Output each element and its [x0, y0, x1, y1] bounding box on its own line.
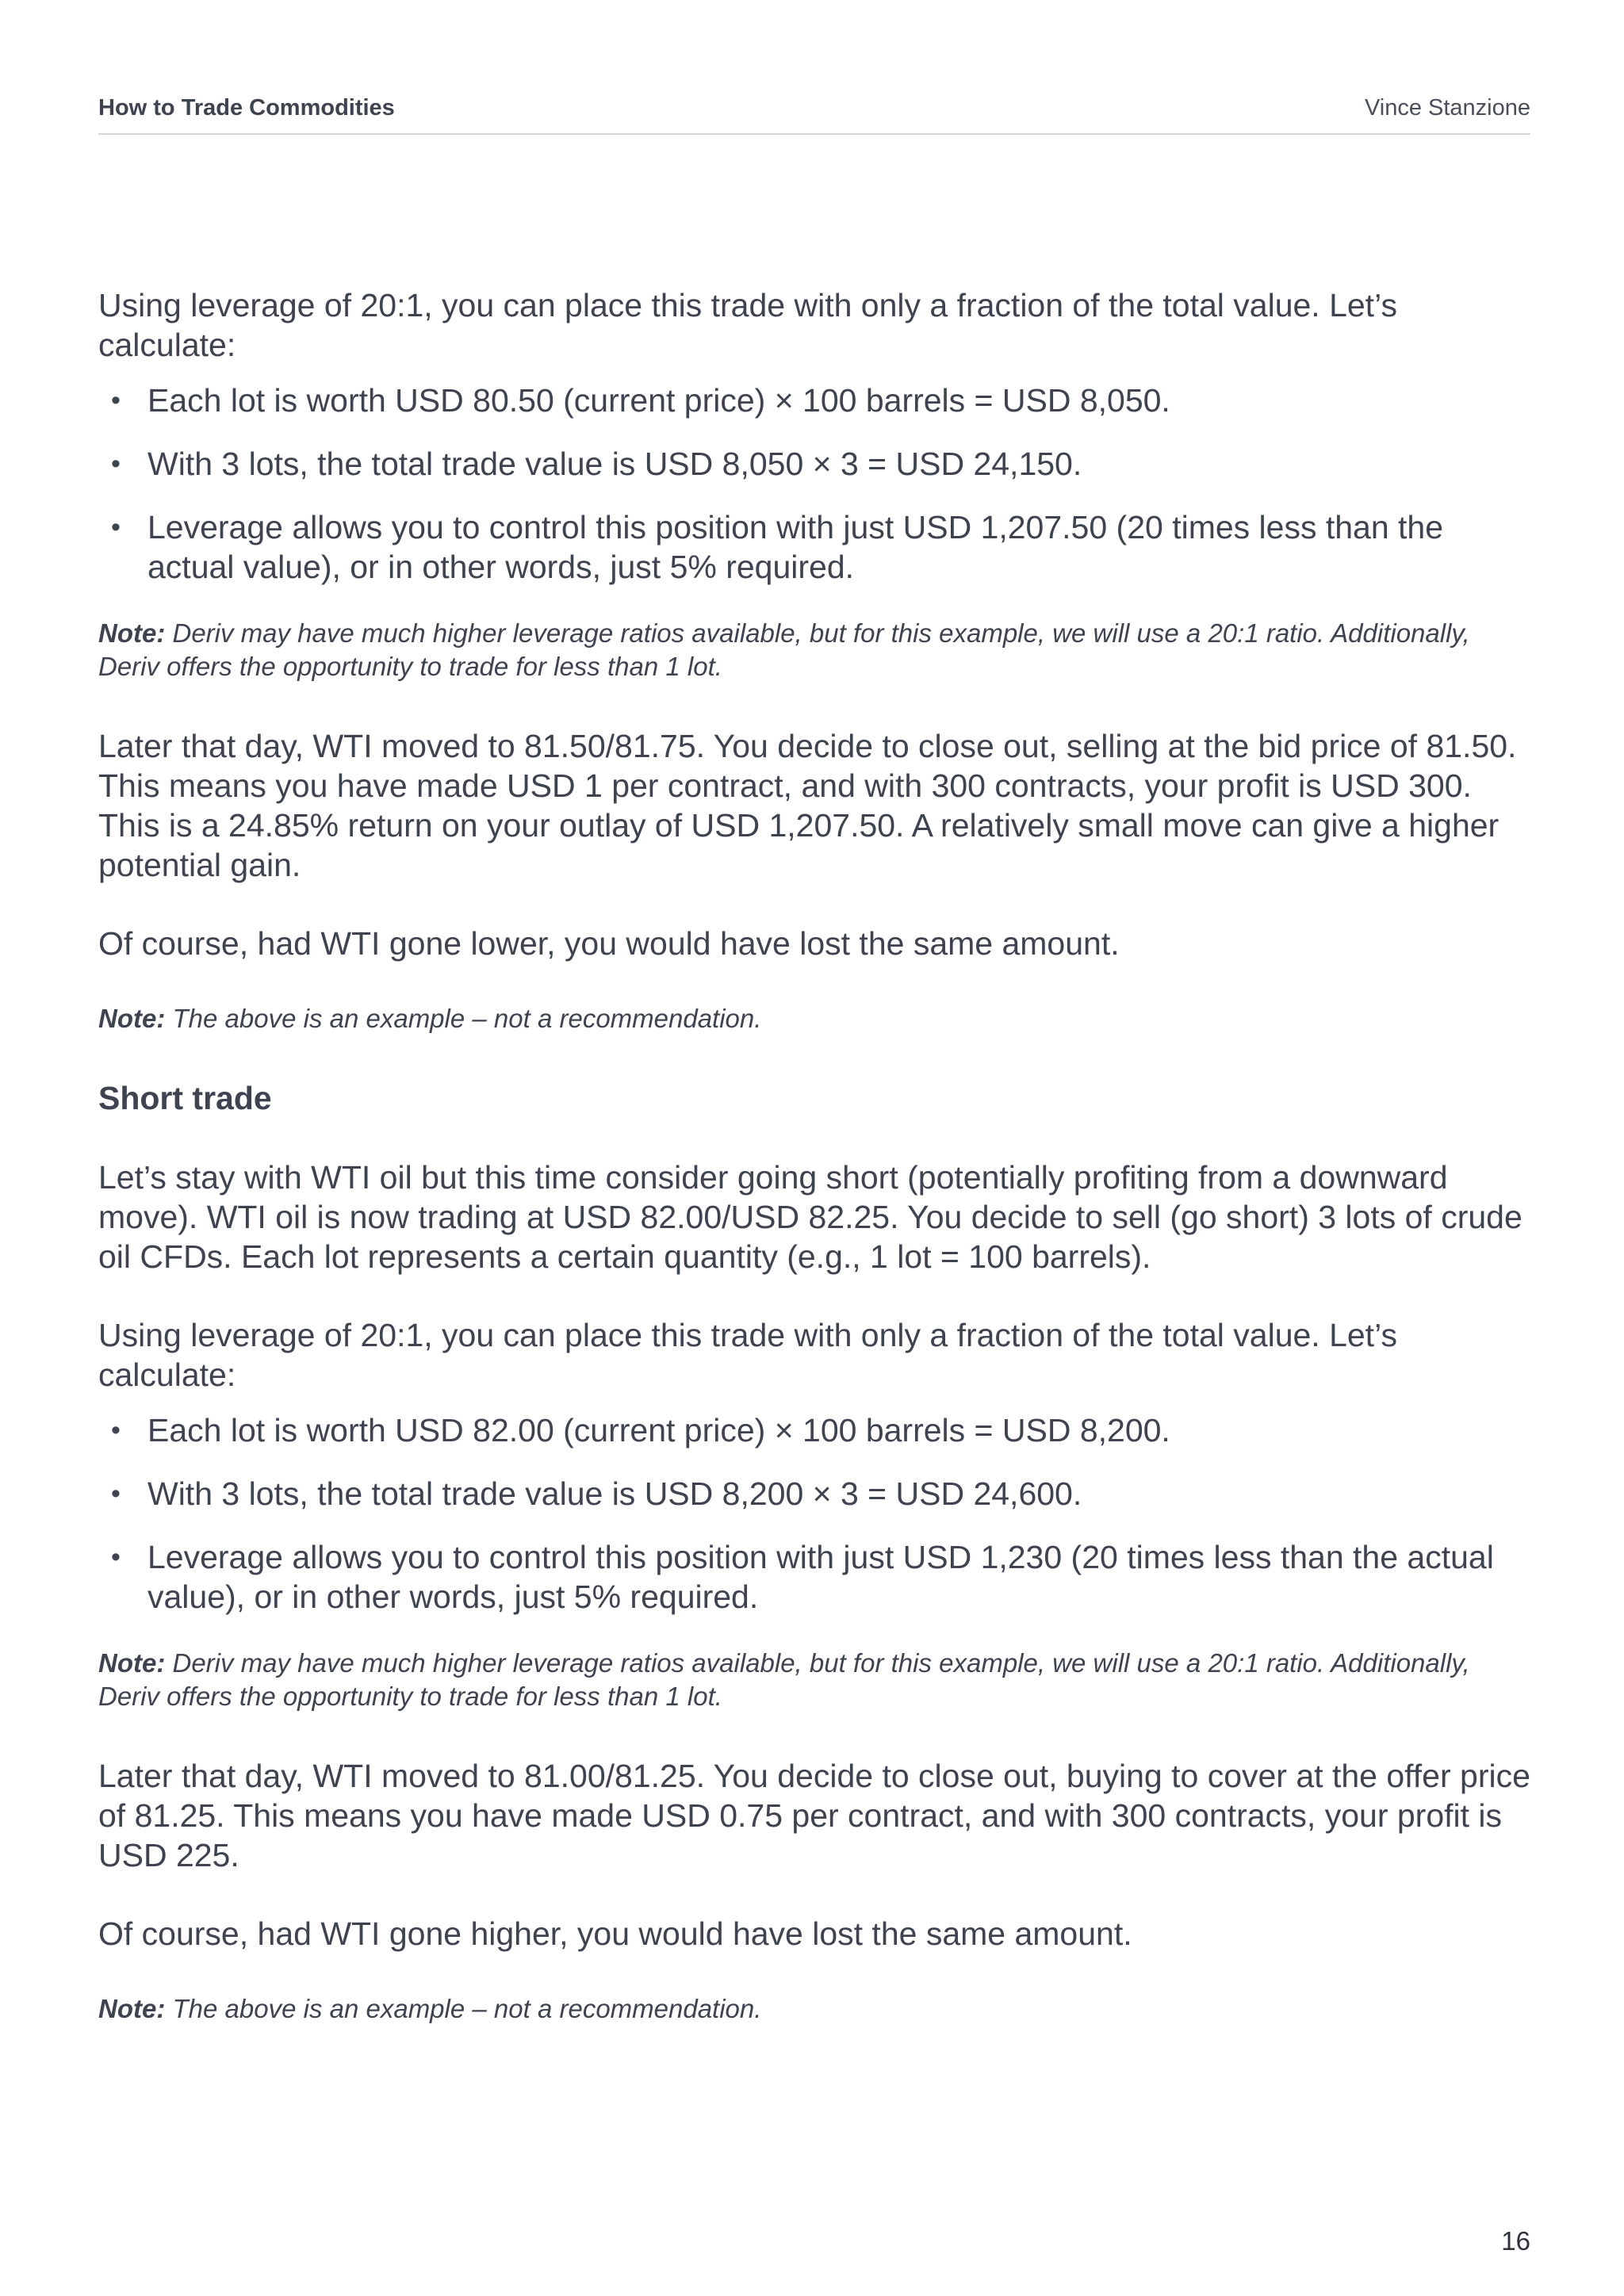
list-item-text: With 3 lots, the total trade value is USD 8,050 × 3 = USD 24,150. [147, 446, 1082, 482]
page-content [98, 285, 1530, 2068]
list-item [98, 381, 1530, 420]
list-item-text: Each lot is worth USD 80.50 (current price) × 100 barrels = USD 8,050. [147, 382, 1170, 419]
short-trade-heading: Short trade [98, 1080, 272, 1116]
page-number: 16 [1501, 2226, 1530, 2256]
short-trade-intro: Let’s stay with WTI oil but this time consider going short (potentially profiting from a downward move). WTI oil is now trading at USD 82.00/USD 82.25. You decide to sell (go short) 3 lots of crude oil CFDs. Each lot represents a certain quantity (e.g., 1 lot = 100 barrels). [98, 1159, 1522, 1275]
short-caveat-paragraph: Of course, had WTI gone higher, you would have lost the same amount. [98, 1915, 1132, 1952]
list-item [98, 1537, 1530, 1617]
long-leverage-note [98, 617, 1530, 683]
short-calculation-list [98, 1410, 1530, 1617]
list-item [98, 1410, 1530, 1450]
long-calculation-list [98, 381, 1530, 587]
list-item-text: With 3 lots, the total trade value is USD 8,200 × 3 = USD 24,600. [147, 1475, 1082, 1512]
bullet-icon: • [111, 1542, 121, 1572]
short-result-paragraph: Later that day, WTI moved to 81.00/81.25. You decide to close out, buying to cover at the offer price of 81.25. This means you have made USD 0.75 per contract, and with 300 contracts, your profit is USD 225. [98, 1758, 1530, 1873]
bullet-icon: • [111, 1415, 121, 1445]
note-label: Note: [98, 618, 166, 648]
bullet-icon: • [111, 385, 121, 415]
bullet-icon: • [111, 512, 121, 542]
note-text: Deriv may have much higher leverage ratios available, but for this example, we will use a 20:1 ratio. Additionally, Deriv offers the opportunity to trade for less than 1 lot. [98, 1648, 1470, 1711]
long-result-paragraph: Later that day, WTI moved to 81.50/81.75. You decide to close out, selling at the bid price of 81.50. This means you have made USD 1 per contract, and with 300 contracts, your profit is USD 300. This is a 24.85% return on your outlay of USD 1,207.50. A relatively small move can give a higher potential gain. [98, 728, 1517, 883]
note-text: The above is an example – not a recommendation. [165, 1994, 762, 2023]
list-item-text: Leverage allows you to control this position with just USD 1,230 (20 times less than the actual value), or in other words, just 5% required. [147, 1539, 1494, 1615]
long-caveat-paragraph: Of course, had WTI gone lower, you would have lost the same amount. [98, 925, 1120, 962]
short-disclaimer-note [98, 1992, 1530, 2026]
short-leverage-intro: Using leverage of 20:1, you can place this trade with only a fraction of the total value. Let’s calculate: [98, 1317, 1397, 1393]
note-label: Note: [98, 1648, 166, 1678]
list-item [98, 1474, 1530, 1513]
note-label: Note: [98, 1994, 166, 2023]
note-label: Note: [98, 1004, 166, 1033]
bullet-icon: • [111, 449, 121, 479]
page-header [98, 94, 1530, 135]
document-title: How to Trade Commodities [98, 95, 395, 121]
list-item [98, 444, 1530, 484]
short-leverage-note [98, 1647, 1530, 1713]
list-item-text: Leverage allows you to control this position with just USD 1,207.50 (20 times less than the actual value), or in other words, just 5% required. [147, 509, 1444, 585]
author-name: Vince Stanzione [1364, 95, 1530, 121]
long-leverage-intro: Using leverage of 20:1, you can place this trade with only a fraction of the total value. Let’s calculate: [98, 287, 1397, 363]
list-item-text: Each lot is worth USD 82.00 (current price) × 100 barrels = USD 8,200. [147, 1412, 1170, 1448]
bullet-icon: • [111, 1479, 121, 1509]
long-disclaimer-note [98, 1002, 1530, 1035]
list-item [98, 507, 1530, 587]
note-text: Deriv may have much higher leverage ratios available, but for this example, we will use a 20:1 ratio. Additionally, Deriv offers the opportunity to trade for less than 1 lot. [98, 618, 1470, 681]
note-text: The above is an example – not a recommendation. [165, 1004, 762, 1033]
